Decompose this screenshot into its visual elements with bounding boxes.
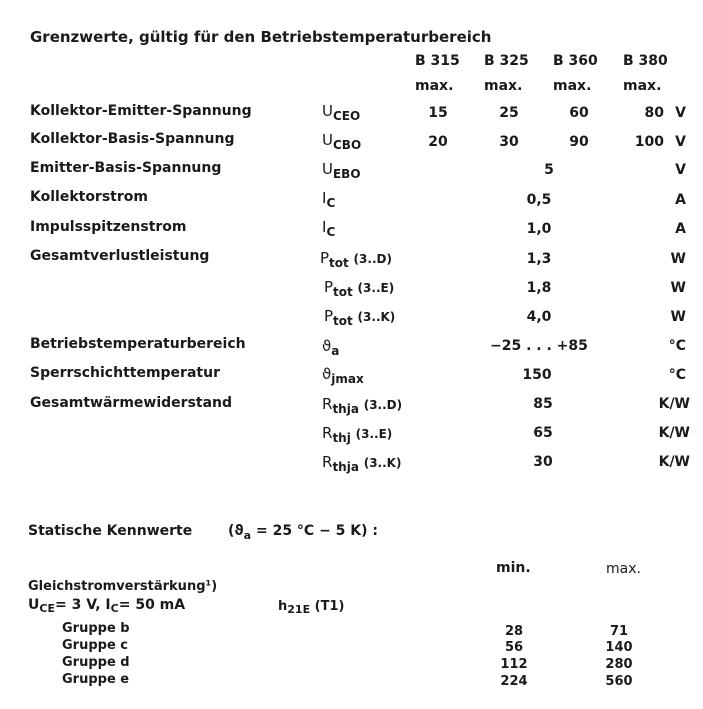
unit-cell: W xyxy=(670,309,686,325)
type-header: B 315 xyxy=(415,53,460,69)
unit-cell: A xyxy=(675,192,686,208)
unit-cell: °C xyxy=(668,338,686,354)
value-cell: −25 . . . +85 xyxy=(490,338,588,354)
row-symbol: $P_{tot}$ (3..E) xyxy=(324,278,395,299)
value-cell: 90 xyxy=(569,134,589,150)
group-label: Gruppe c xyxy=(62,638,128,653)
value-cell: 1,0 xyxy=(526,221,552,237)
row-label: Gesamtwärmewiderstand xyxy=(30,395,233,411)
group-min: 56 xyxy=(504,640,524,655)
group-min: 112 xyxy=(500,657,528,672)
row-symbol: $I_C$ xyxy=(322,218,336,239)
gain-symbol: $h_{21E}$ (T1) xyxy=(278,599,345,616)
row-symbol: $U_{CEO}$ xyxy=(322,102,361,123)
gain-label: Gleichstromverstärkung¹) xyxy=(28,579,218,594)
max-header: max. xyxy=(553,78,592,94)
row-label: Emitter-Basis-Spannung xyxy=(30,160,222,176)
unit-cell: K/W xyxy=(658,425,690,441)
max-header: max. xyxy=(484,78,523,94)
value-cell: 30 xyxy=(499,134,519,150)
unit-cell: A xyxy=(675,221,686,237)
group-max: 71 xyxy=(609,624,629,639)
row-symbol: $U_{EBO}$ xyxy=(322,160,361,181)
min-header: min. xyxy=(496,560,531,576)
value-cell: 85 xyxy=(533,396,553,412)
unit-cell: V xyxy=(675,134,686,150)
group-label: Gruppe d xyxy=(62,655,130,670)
row-symbol: $ϑ_{jmax}$ xyxy=(322,365,364,386)
group-max: 140 xyxy=(605,640,633,655)
group-min: 224 xyxy=(500,674,528,689)
unit-cell: V xyxy=(675,105,686,121)
row-label: Betriebstemperaturbereich xyxy=(30,336,246,352)
row-symbol: $R_{thja}$ (3..K) xyxy=(322,453,402,474)
unit-cell: W xyxy=(670,251,686,267)
unit-cell: K/W xyxy=(658,454,690,470)
limits-title: Grenzwerte, gültig für den Betriebstemperaturbereich xyxy=(30,28,492,46)
unit-cell: °C xyxy=(668,367,686,383)
value-cell: 30 xyxy=(533,454,553,470)
value-cell: 100 xyxy=(634,134,664,150)
row-symbol: $P_{tot}$ (3..D) xyxy=(320,249,392,270)
max-header: max. xyxy=(606,561,641,577)
value-cell: 60 xyxy=(569,105,589,121)
row-label: Sperrschichttemperatur xyxy=(30,365,220,381)
row-symbol: $P_{tot}$ (3..K) xyxy=(324,307,396,328)
value-cell: 65 xyxy=(533,425,553,441)
row-label: Kollektor-Basis-Spannung xyxy=(30,131,235,147)
row-symbol: $I_C$ xyxy=(322,189,336,210)
group-max: 560 xyxy=(605,674,633,689)
group-label: Gruppe e xyxy=(62,672,130,687)
value-cell: 20 xyxy=(428,134,448,150)
row-symbol: $R_{thja}$ (3..D) xyxy=(322,395,403,416)
value-cell: 25 xyxy=(499,105,519,121)
row-label: Kollektorstrom xyxy=(30,189,148,205)
group-label: Gruppe b xyxy=(62,621,130,636)
group-min: 28 xyxy=(504,624,524,639)
value-cell: 5 xyxy=(544,162,554,178)
group-max: 280 xyxy=(605,657,633,672)
value-cell: 1,3 xyxy=(526,251,552,267)
type-header: B 360 xyxy=(553,53,598,69)
value-cell: 4,0 xyxy=(526,309,552,325)
value-cell: 80 xyxy=(644,105,664,121)
value-cell: 15 xyxy=(428,105,448,121)
max-header: max. xyxy=(623,78,662,94)
row-symbol: $U_{CBO}$ xyxy=(322,131,362,152)
value-cell: 1,8 xyxy=(526,280,552,296)
row-symbol: $R_{thj}$ (3..E) xyxy=(322,424,393,445)
value-cell: 0,5 xyxy=(526,192,552,208)
gain-condition: $U_{CE}= 3$ V, $I_C= 50$ mA xyxy=(28,597,186,615)
row-symbol: $ϑ_a$ xyxy=(322,337,340,358)
static-title: Statische Kennwerte xyxy=(28,523,193,539)
row-label: Kollektor-Emitter-Spannung xyxy=(30,103,252,119)
static-condition: ($ϑ_a = 25$ °C − 5 K) : xyxy=(228,523,379,542)
unit-cell: K/W xyxy=(658,396,690,412)
unit-cell: W xyxy=(670,280,686,296)
type-header: B 380 xyxy=(623,53,668,69)
type-header: B 325 xyxy=(484,53,529,69)
unit-cell: V xyxy=(675,162,686,178)
row-label: Gesamtverlustleistung xyxy=(30,248,210,264)
value-cell: 150 xyxy=(522,367,552,383)
max-header: max. xyxy=(415,78,454,94)
row-label: Impulsspitzenstrom xyxy=(30,219,187,235)
